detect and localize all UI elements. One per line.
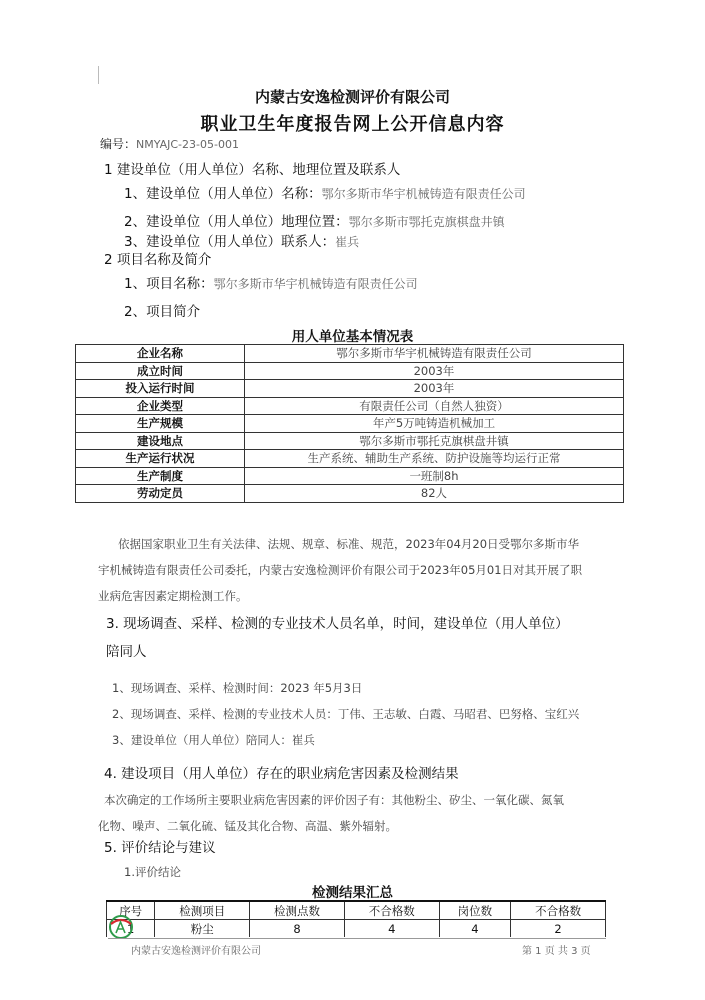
- table-row: 生产运行状况 生产系统、辅助生产系统、防护设施等均运行正常: [76, 450, 624, 468]
- paragraph-line-3: 业病危害因素定期检测工作。: [98, 589, 248, 603]
- doc-no-label: 编号：: [100, 137, 137, 151]
- company-title: 内蒙古安逸检测评价有限公司: [254, 88, 450, 106]
- footer-page-number: 第 1 页 共 3 页: [522, 946, 591, 957]
- paragraph-line-2: 宇机械铸造有限责任公司委托，内蒙古安逸检测评价有限公司于2023年05月01日对其开展了职: [98, 563, 583, 577]
- section3-heading-line-1: 3. 现场调查、采样、检测的专业技术人员名单，时间，建设单位（用人单位）: [106, 616, 569, 632]
- section1-item-contact: 3、建设单位（用人单位）联系人：崔兵: [124, 234, 360, 250]
- section4-heading: 4. 建设项目（用人单位）存在的职业病危害因素及检测结果: [104, 766, 459, 782]
- section4-line-1: 本次确定的工作场所主要职业病危害因素的评价因子有：其他粉尘、矽尘、一氧化碳、氮氧: [104, 793, 564, 807]
- table-row: 建设地点 鄂尔多斯市鄂托克旗棋盘井镇: [76, 432, 624, 450]
- section5-sub-heading: 1.评价结论: [124, 865, 181, 879]
- table-row: 生产制度 一班制8h: [76, 467, 624, 485]
- footer-company: 内蒙古安逸检测评价有限公司: [131, 946, 261, 957]
- document-title: 职业卫生年度报告网上公开信息内容: [200, 114, 505, 135]
- paragraph-line-1: 依据国家职业卫生有关法律、法规、规章、标准、规范，2023年04月20日受鄂尔多斯市华: [118, 537, 580, 551]
- section3-heading-line-2: 陪同人: [106, 644, 147, 660]
- page-corner-mark: [98, 66, 99, 84]
- section3-item-time: 1、现场调查、采样、检测时间：2023 年5月3日: [112, 681, 363, 695]
- section2-item-project-name: 1、项目名称：鄂尔多斯市华宇机械铸造有限责任公司: [124, 276, 418, 292]
- section5-heading: 5. 评价结论与建议: [104, 840, 216, 856]
- section1-heading: 1 建设单位（用人单位）名称、地理位置及联系人: [104, 162, 401, 178]
- table-row: 成立时间 2003年: [76, 362, 624, 380]
- footer-divider: [108, 938, 606, 939]
- section2-heading: 2 项目名称及简介: [104, 252, 212, 268]
- result-table: [106, 900, 606, 937]
- result-table-caption: 检测结果汇总: [312, 885, 393, 901]
- table-row: 劳动定员 82人: [76, 485, 624, 503]
- table-header-row: 序号 检测项目 检测点数 不合格数 岗位数 不合格数: [107, 901, 606, 920]
- info-table: [75, 344, 624, 503]
- table-row: 企业名称 鄂尔多斯市华宇机械铸造有限责任公司: [76, 345, 624, 363]
- info-table-caption: 用人单位基本情况表: [291, 329, 414, 345]
- section2-item-intro: 2、项目简介: [124, 304, 201, 320]
- section4-line-2: 化物、噪声、二氧化硫、锰及其化合物、高温、紫外辐射。: [98, 819, 397, 833]
- table-row: 1 粉尘 8 4 4 2: [107, 920, 606, 938]
- doc-no-value: NMYAJC-23-05-001: [136, 138, 239, 151]
- section1-item-location: 2、建设单位（用人单位）地理位置：鄂尔多斯市鄂托克旗棋盘井镇: [124, 214, 505, 230]
- table-row: 投入运行时间 2003年: [76, 380, 624, 398]
- document-number: [100, 135, 239, 152]
- section3-item-escort: 3、建设单位（用人单位）陪同人：崔兵: [112, 733, 315, 747]
- section1-item-name: 1、建设单位（用人单位）名称：鄂尔多斯市华宇机械铸造有限责任公司: [124, 186, 526, 202]
- table-row: 生产规模 年产5万吨铸造机械加工: [76, 415, 624, 433]
- section3-item-staff: 2、现场调查、采样、检测的专业技术人员：丁伟、王志敏、白霞、马昭君、巴努格、宝红兴: [112, 707, 580, 721]
- company-logo-icon: [108, 914, 134, 940]
- table-row: 企业类型 有限责任公司（自然人独资）: [76, 397, 624, 415]
